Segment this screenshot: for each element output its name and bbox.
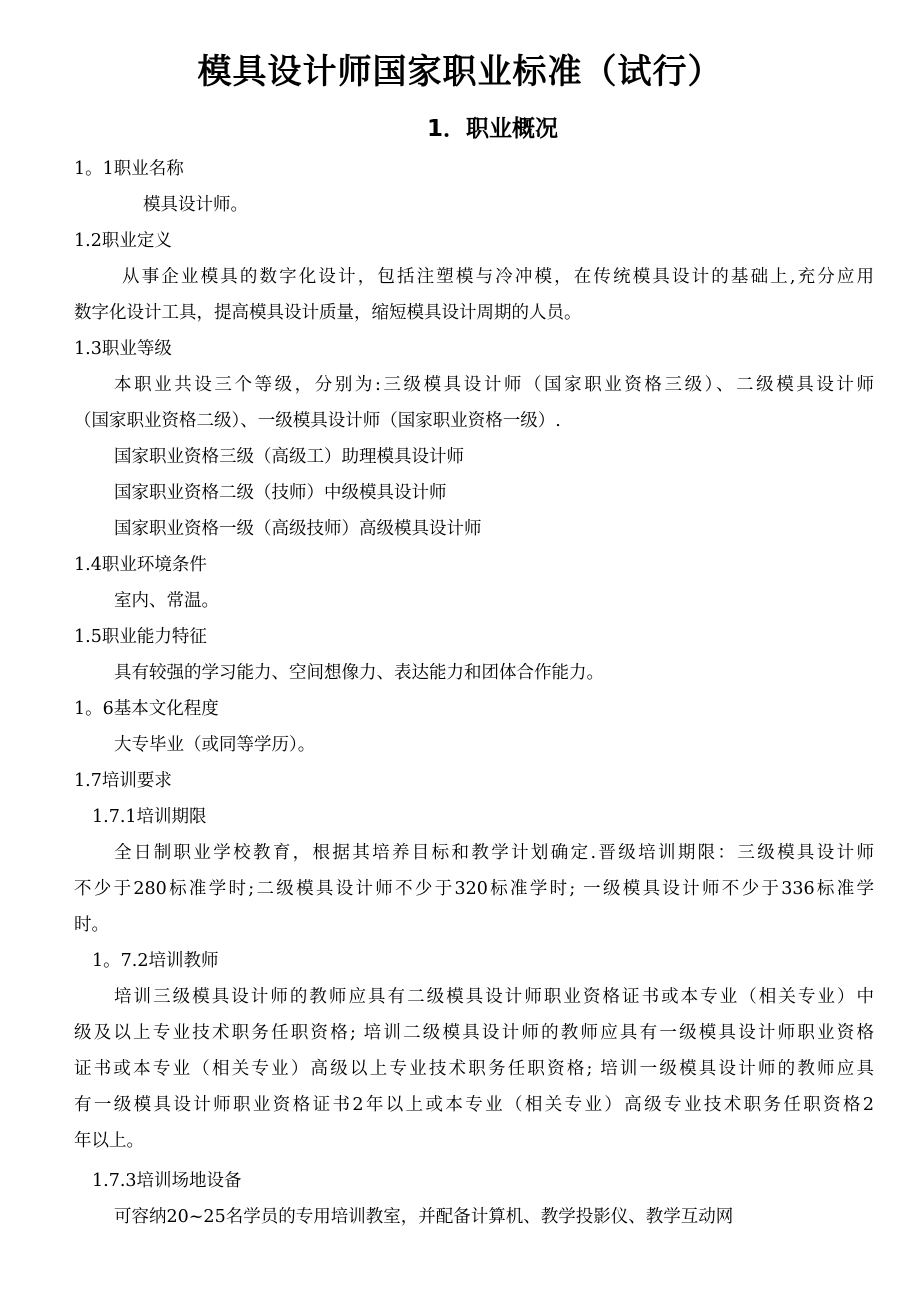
paragraph-line: 从事企业模具的数字化设计，包括注塑模与冷冲模，在传统模具设计的基础上,充分应用 bbox=[122, 267, 874, 287]
section-heading: 1。6基本文化程度 bbox=[74, 699, 219, 719]
paragraph: 模具设计师。 bbox=[143, 195, 248, 215]
subsection-heading: 1.7.1培训期限 bbox=[92, 807, 207, 827]
document-body bbox=[74, 151, 874, 1235]
document-title: 模具设计师国家职业标准（试行） bbox=[197, 52, 723, 92]
paragraph: 大专毕业（或同等学历）。 bbox=[114, 735, 316, 755]
paragraph-line: 数字化设计工具，提高模具设计质量，缩短模具设计周期的人员。 bbox=[74, 303, 582, 323]
chapter-heading: 1．职业概况 bbox=[426, 116, 558, 142]
subsection-heading: 1.7.3培训场地设备 bbox=[92, 1171, 242, 1191]
section-heading: 1.2职业定义 bbox=[74, 231, 172, 251]
paragraph: 室内、常温。 bbox=[114, 591, 219, 611]
paragraph-line: 全日制职业学校教育，根据其培养目标和教学计划确定.晋级培训期限：三级模具设计师 bbox=[114, 843, 874, 863]
paragraph-line: 不少于280标准学时;二级模具设计师不少于320标准学时; 一级模具设计师不少于336标准学 bbox=[74, 879, 874, 899]
paragraph-line: （国家职业资格二级）、一级模具设计师（国家职业资格一级）. bbox=[74, 411, 561, 431]
paragraph-line: 培训三级模具设计师的教师应具有二级模具设计师职业资格证书或本专业（相关专业）中 bbox=[114, 987, 874, 1007]
section-heading: 1.4职业环境条件 bbox=[74, 555, 207, 575]
level-item: 国家职业资格一级（高级技师）高级模具设计师 bbox=[114, 519, 482, 539]
subsection-heading: 1。7.2培训教师 bbox=[92, 951, 219, 971]
paragraph-line: 有一级模具设计师职业资格证书2年以上或本专业（相关专业）高级专业技术职务任职资格2 bbox=[74, 1095, 874, 1115]
paragraph-line: 级及以上专业技术职务任职资格; 培训二级模具设计师的教师应具有一级模具设计师职业资格 bbox=[74, 1023, 874, 1043]
section-heading: 1.7培训要求 bbox=[74, 771, 172, 791]
paragraph-line: 本职业共设三个等级，分别为:三级模具设计师（国家职业资格三级）、二级模具设计师 bbox=[114, 375, 874, 395]
section-heading: 1。1职业名称 bbox=[74, 159, 184, 179]
paragraph-line: 年以上。 bbox=[74, 1131, 144, 1151]
paragraph: 可容纳20~25名学员的专用培训教室，并配备计算机、教学投影仪、教学互动网 bbox=[114, 1207, 734, 1227]
section-heading: 1.3职业等级 bbox=[74, 339, 172, 359]
paragraph-line: 时。 bbox=[74, 915, 109, 935]
section-heading: 1.5职业能力特征 bbox=[74, 627, 207, 647]
paragraph: 具有较强的学习能力、空间想像力、表达能力和团体合作能力。 bbox=[114, 663, 604, 683]
level-item: 国家职业资格三级（高级工）助理模具设计师 bbox=[114, 447, 464, 467]
level-item: 国家职业资格二级（技师）中级模具设计师 bbox=[114, 483, 447, 503]
paragraph-line: 证书或本专业（相关专业）高级以上专业技术职务任职资格; 培训一级模具设计师的教师应具 bbox=[74, 1059, 874, 1079]
